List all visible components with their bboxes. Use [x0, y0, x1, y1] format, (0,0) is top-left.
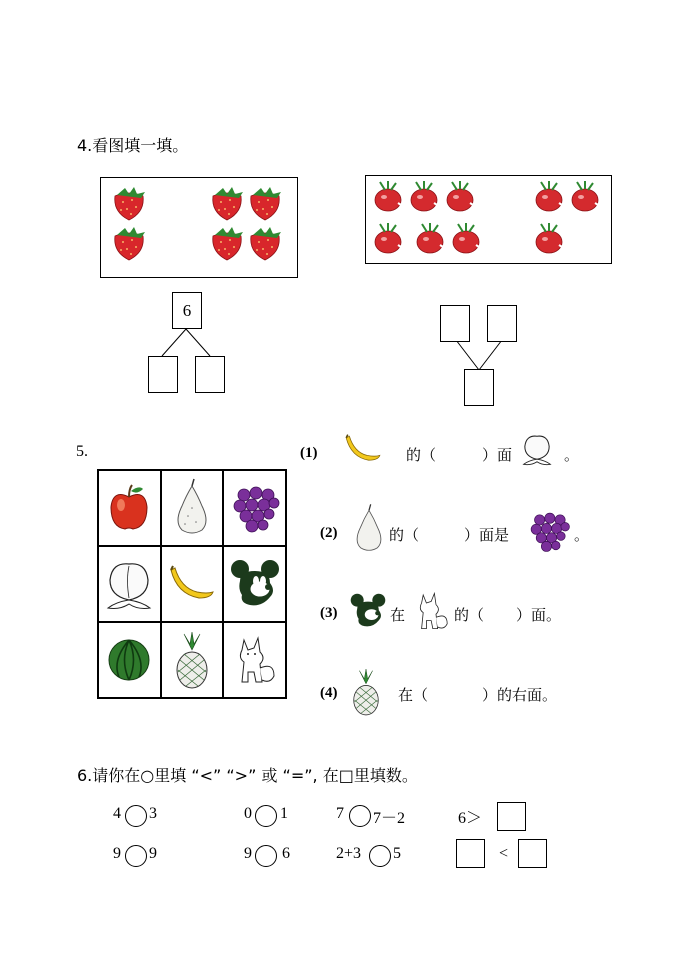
radish-icon	[536, 181, 569, 211]
mickey-icon	[230, 557, 280, 611]
radish-icon	[447, 181, 480, 211]
number-text: 7	[336, 805, 344, 822]
number-text: 9	[244, 845, 252, 862]
answer-box[interactable]	[456, 839, 485, 868]
radish-icon	[536, 223, 569, 253]
compare-circle[interactable]	[255, 845, 277, 867]
number-text: 6＞	[458, 810, 483, 827]
item-text: ）面。	[516, 606, 562, 624]
less-than-sign: <	[499, 845, 509, 862]
number-text: 4	[113, 805, 121, 822]
total-number: 6	[182, 300, 192, 320]
item-number: (4)	[320, 685, 338, 701]
watermelon-icon	[106, 637, 152, 683]
answer-box[interactable]	[464, 369, 494, 406]
grid-cell	[223, 622, 286, 698]
peach-icon	[521, 430, 553, 468]
fox-icon	[230, 632, 280, 688]
grapes-icon	[527, 508, 571, 554]
radish-icon	[411, 181, 444, 211]
grid-cell	[161, 470, 224, 546]
item-number: (1)	[300, 445, 318, 461]
strawberry-icon	[213, 227, 243, 260]
q6-heading: 6.请你在○里填 “<” “>” 或 “=”, 在□里填数。	[77, 766, 418, 785]
radish-picture-box	[365, 175, 612, 264]
grid-cell	[98, 622, 161, 698]
apple-icon	[107, 483, 151, 533]
item-text: 在	[390, 606, 406, 624]
number-text: 5	[393, 845, 401, 862]
strawberry-icon	[115, 227, 145, 260]
strawberry-icon	[115, 187, 145, 220]
grid-cell	[161, 622, 224, 698]
pear-icon	[352, 503, 386, 555]
strawberry-icon	[251, 227, 281, 260]
banana-icon	[343, 432, 383, 466]
item-text: 的（	[389, 526, 420, 544]
item-text: 的（	[454, 606, 485, 624]
item-number: (3)	[320, 605, 338, 621]
answer-box[interactable]	[440, 305, 470, 342]
number-text: 1	[280, 805, 288, 822]
strawberry-picture-box	[100, 177, 298, 278]
item-text: ）面	[482, 446, 513, 464]
item-text: ）的右面。	[482, 686, 558, 704]
compare-circle[interactable]	[255, 805, 277, 827]
answer-box[interactable]	[195, 356, 225, 393]
number-text: 9	[149, 845, 157, 862]
radish-icon	[572, 181, 605, 211]
number-text: 7－2	[373, 810, 406, 827]
radish-icon	[375, 223, 408, 253]
banana-icon	[167, 564, 217, 604]
grid-cell	[98, 470, 161, 546]
number-text: 9	[113, 845, 121, 862]
q4-heading: 4.看图填一填。	[77, 136, 189, 155]
total-box	[172, 292, 202, 329]
peach-icon	[104, 556, 154, 612]
grid-cell	[98, 546, 161, 622]
item-text: ）面是	[464, 526, 510, 544]
answer-box[interactable]	[497, 802, 526, 831]
fruit-grid	[97, 469, 287, 699]
number-text: 2+3	[336, 845, 362, 862]
compare-circle[interactable]	[369, 845, 391, 867]
strawberry-icon	[251, 187, 281, 220]
number-text: 3	[149, 805, 157, 822]
grid-cell	[161, 546, 224, 622]
item-text: 。	[564, 446, 580, 464]
mickey-icon	[350, 588, 386, 634]
fox-icon	[412, 588, 452, 634]
answer-box[interactable]	[518, 839, 547, 868]
grid-cell	[223, 470, 286, 546]
item-text: 。	[574, 526, 590, 544]
answer-box[interactable]	[487, 305, 517, 342]
item-number: (2)	[320, 525, 338, 541]
item-text: 的（	[406, 446, 437, 464]
grid-cell	[223, 546, 286, 622]
grapes-icon	[230, 481, 280, 535]
compare-circle[interactable]	[349, 805, 371, 827]
pear-icon	[172, 478, 212, 538]
item-text: 在（	[398, 686, 429, 704]
number-text: 6	[282, 845, 290, 862]
q5-number: 5.	[76, 443, 88, 460]
radish-icon	[453, 223, 486, 253]
compare-circle[interactable]	[125, 805, 147, 827]
strawberry-icon	[213, 187, 243, 220]
pineapple-icon	[170, 630, 214, 690]
radish-icon	[417, 223, 450, 253]
pineapple-icon	[348, 666, 384, 718]
compare-circle[interactable]	[125, 845, 147, 867]
number-text: 0	[244, 805, 252, 822]
answer-box[interactable]	[148, 356, 178, 393]
radish-icon	[375, 181, 408, 211]
